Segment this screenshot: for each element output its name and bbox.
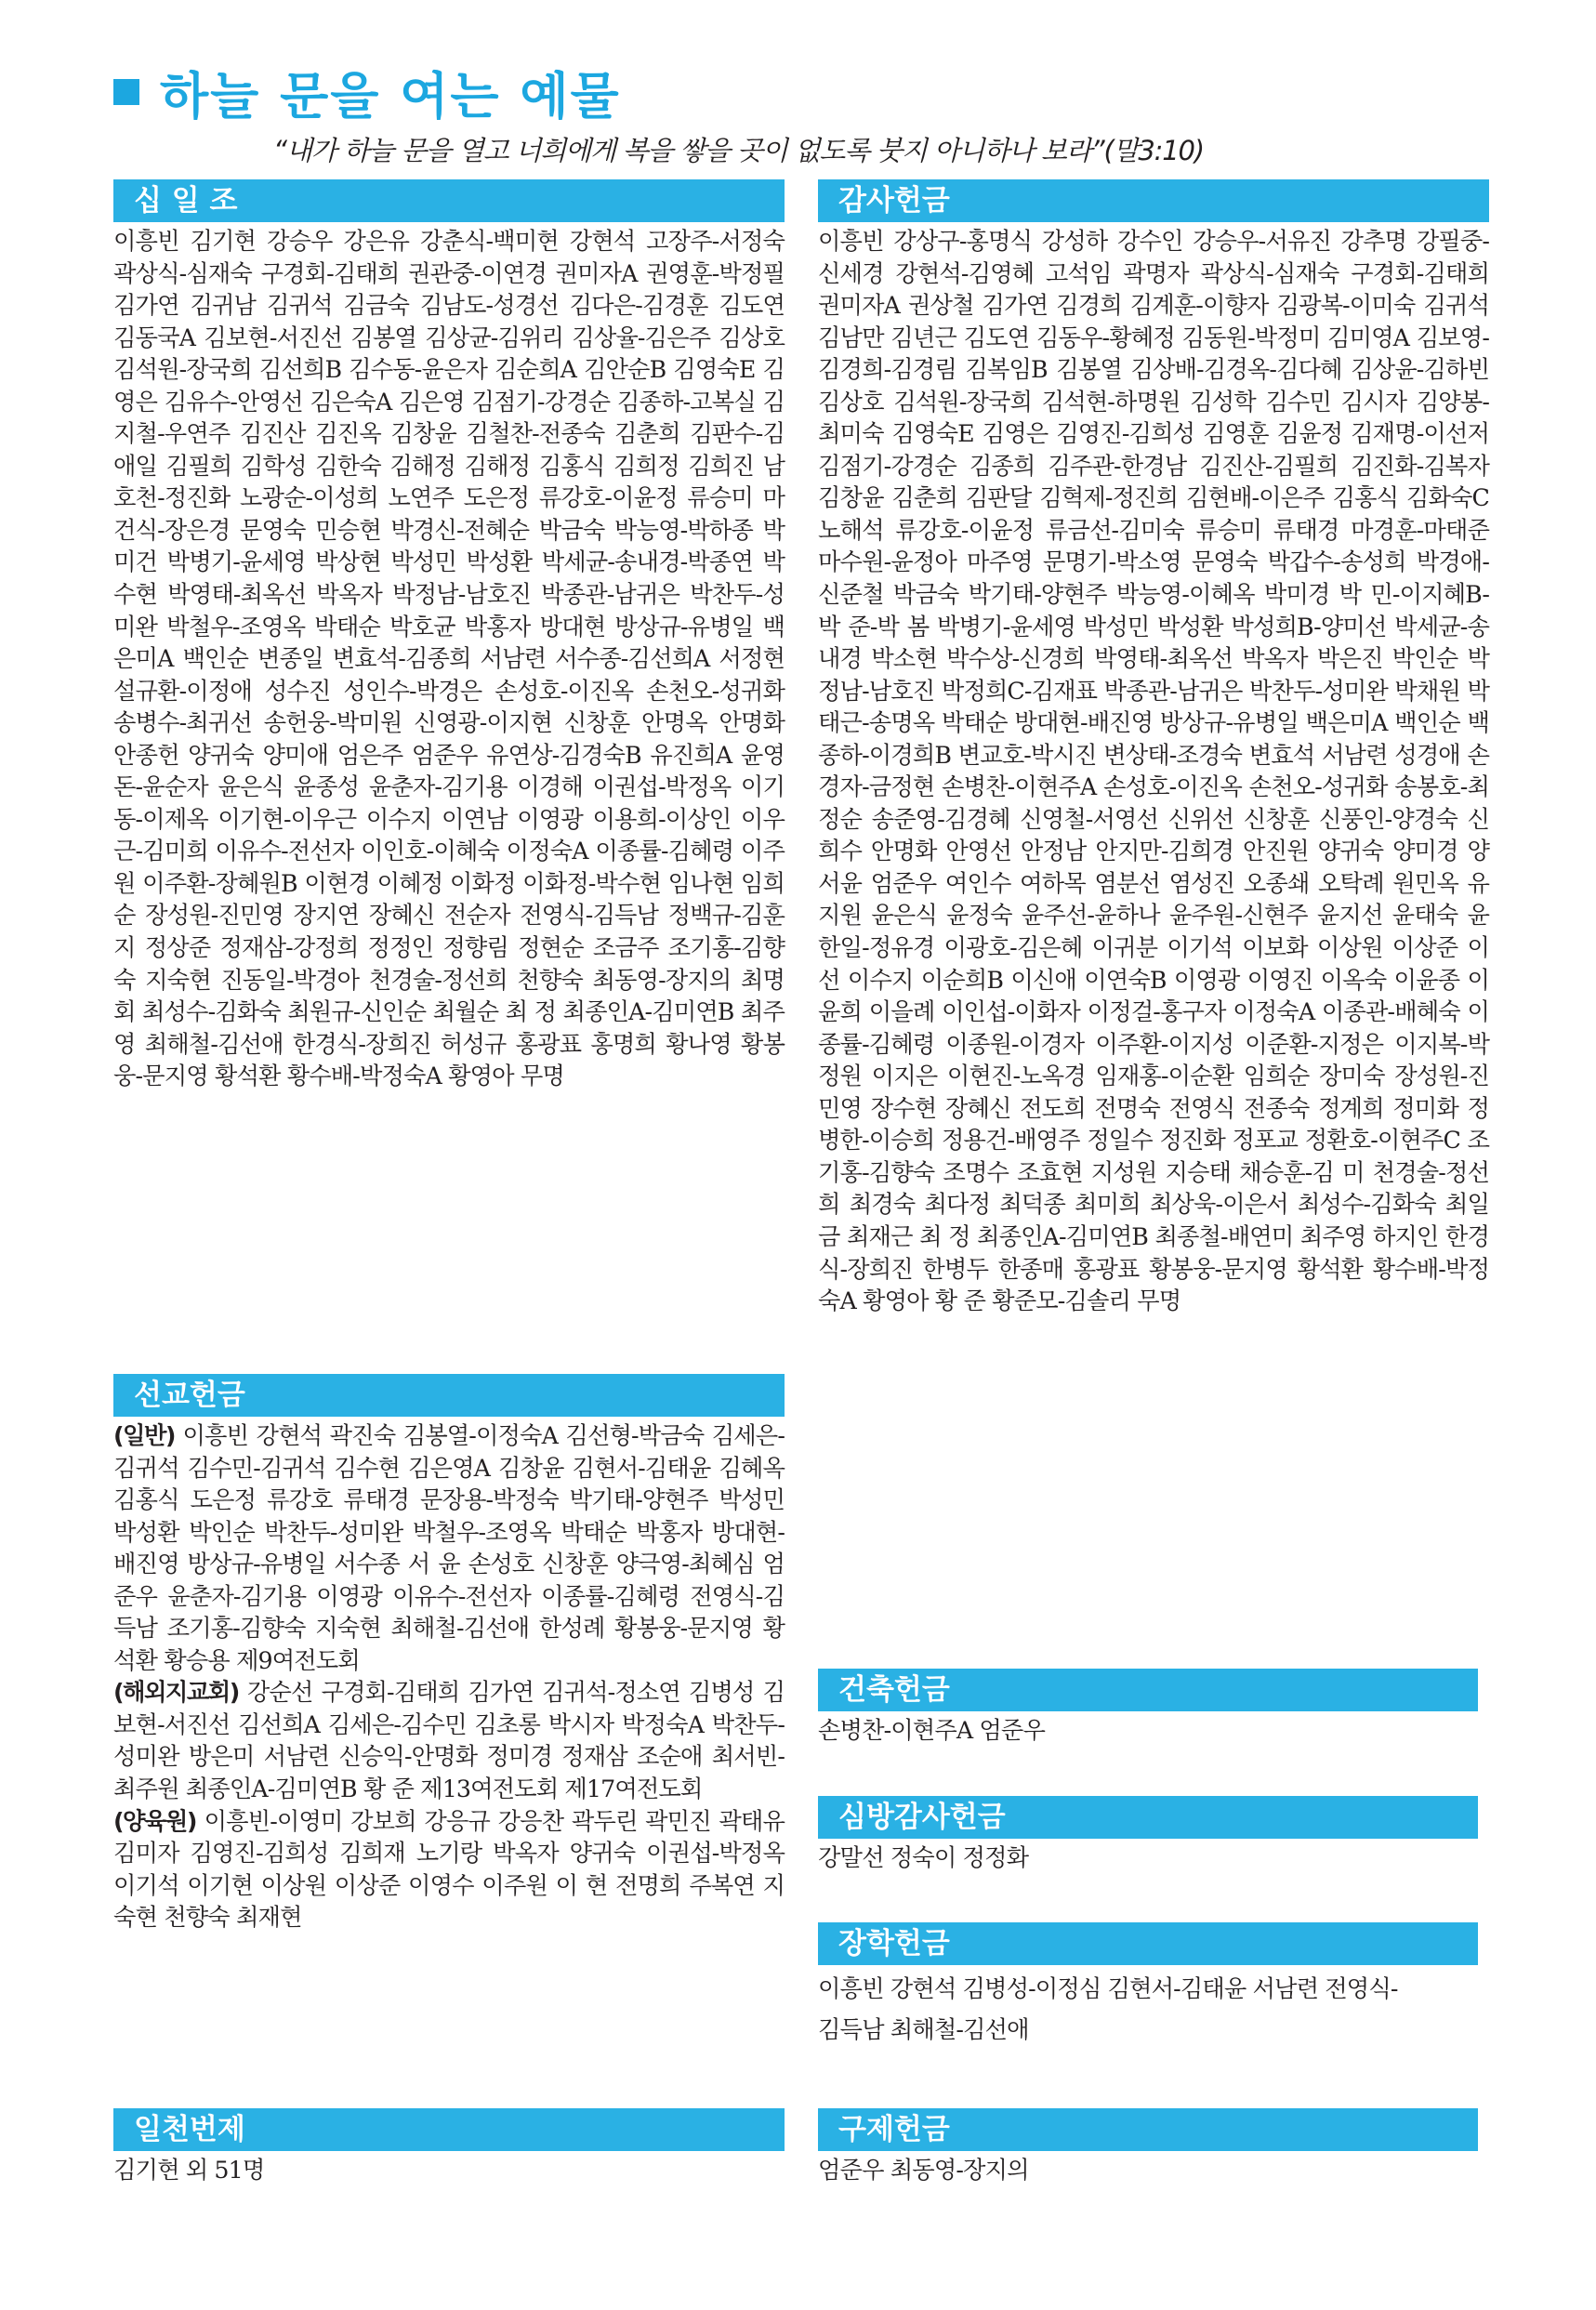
section-heading: 일천번제	[113, 2108, 785, 2151]
section-heading: 선교헌금	[113, 1374, 785, 1417]
overseas-mission	[113, 1677, 785, 1805]
scripture-verse: “내가 하늘 문을 열고 너희에게 복을 쌓을 곳이 없도록 붓지 아니하나 보라”(말3:10)	[273, 135, 1204, 166]
section-body: 엄준우 최동영-장지의	[818, 2157, 1029, 2184]
section-heading: 십 일 조	[113, 179, 785, 222]
subsection-text: 이흥빈 강현석 곽진숙 김봉열-이정숙A 김선형-박금숙 김세은-김귀석 김수민-김귀석 김수현 김은영A 김창윤 김현서-김태윤 김혜옥 김홍식 도은정 류강호 류태경 문장용-박정숙 박기태-양현주 박성민 박성환 박인순 박찬두-성미완 박철우-조영옥 박태순 박홍자 방대현-배진영 방상규-유병일 서수종 서 윤 손성호 신창훈 양극영-최혜심 엄준우 윤춘자-김기용 이영광 이유수-전선자 이종률-김혜령 전영식-김득남 조기홍-김향숙 지숙현 최해철-김선애 한성례 황봉웅-문지영 황석환 황승용 제9여전도회	[113, 1422, 785, 1674]
nursing-home-mission	[113, 1806, 785, 1934]
thousandth-offering-section	[113, 2108, 785, 2187]
mission-section	[113, 1374, 785, 1934]
section-body: 손병찬-이현주A 엄준우	[818, 1717, 1045, 1744]
thanks-section	[818, 179, 1489, 1318]
scholarship-section	[818, 1922, 1489, 2051]
relief-section	[818, 2108, 1489, 2187]
subsection-label: (일반)	[113, 1422, 175, 1449]
subsection-label: (양육원)	[113, 1807, 196, 1835]
subsection-text: 강순선 구경회-김태희 김가연 김귀석-정소연 김병성 김보현-서진선 김선희A 김세은-김수민 김초롱 박시자 박정숙A 박찬두-성미완 방은미 서남련 신승익-안명화 정미경 정재삼 조순애 최서빈-최주원 최종인A-김미연B 황 준 제13여전도회 제17여전도회	[113, 1679, 785, 1803]
section-heading: 구제헌금	[818, 2108, 1478, 2151]
section-body	[113, 1420, 785, 1934]
section-heading: 심방감사헌금	[818, 1796, 1478, 1839]
title-row	[113, 58, 1489, 126]
page-header	[113, 58, 1489, 168]
scholarship-line-2: 김득남 최해철-김선애	[818, 2016, 1029, 2043]
subsection-text: 이흥빈-이영미 강보희 강응규 강응찬 곽두린 곽민진 곽태유 김미자 김영진-김희성 김희재 노기랑 박옥자 양귀숙 이권섭-박정옥 이기석 이기현 이상원 이상준 이영수 이주원 이 현 전명희 주복연 지숙현 천향숙 최재현	[113, 1807, 785, 1932]
scholarship-line-1: 이흥빈 강현석 김병성-이정심 김현서-김태윤 서남련 전영식-	[818, 1975, 1398, 2002]
general-mission	[113, 1420, 785, 1677]
page-title: 하늘 문을 여는 예물	[160, 66, 621, 125]
square-bullet-icon	[113, 79, 139, 105]
section-body	[818, 1969, 1489, 2051]
building-section	[818, 1669, 1489, 1748]
tithe-section	[113, 179, 785, 1093]
section-heading: 건축헌금	[818, 1669, 1478, 1711]
section-body: 이흥빈 김기현 강승우 강은유 강춘식-백미현 강현석 고장주-서정숙 곽상식-심재숙 구경회-김태희 권관중-이연경 권미자A 권영훈-박정필 김가연 김귀남 김귀석 김금숙 김남도-성경선 김다은-김경훈 김도연 김동국A 김보현-서진선 김봉열 김상균-김위리 김상율-김은주 김상호 김석원-장국희 김선희B 김수동-윤은자 김순희A 김안순B 김영숙E 김영은 김유수-안영선 김은숙A 김은영 김점기-강경순 김종하-고복실 김지철-우연주 김진산 김진옥 김창윤 김철찬-전종숙 김춘희 김판수-김애일 김필희 김학성 김한숙 김해정 김해정 김홍식 김희정 김희진 남호천-정진화 노광순-이성희 노연주 도은정 류강호-이윤정 류승미 마건식-장은경 문영숙 민승현 박경신-전혜순 박금숙 박능영-박하종 박미건 박병기-윤세영 박상현 박성민 박성환 박세균-송내경-박종연 박수현 박영태-최옥선 박옥자 박정남-남호진 박종관-남귀은 박찬두-성미완 박철우-조영옥 박태순 박호균 박홍자 방대현 방상규-유병일 백은미A 백인순 변종일 변효석-김종희 서남련 서수종-김선희A 서정현 설규환-이정애 성수진 성인수-박경은 손성호-이진옥 손천오-성귀화 송병수-최귀선 송헌웅-박미원 신영광-이지현 신창훈 안명옥 안명화 안종헌 양귀숙 양미애 엄은주 엄준우 유연상-김경숙B 유진희A 윤영돈-윤순자 윤은식 윤종성 윤춘자-김기용 이경해 이권섭-박정옥 이기동-이제옥 이기현-이우근 이수지 이연남 이영광 이용희-이상인 이우근-김미희 이유수-전선자 이인호-이혜숙 이정숙A 이종률-김혜령 이주원 이주환-장혜원B 이현경 이혜정 이화정 이화정-박수현 임나현 임희순 장성원-진민영 장지연 장혜신 전순자 전영식-김득남 정백규-김훈지 정상준 정재삼-강정희 정정인 정향림 정현순 조금주 조기홍-김향숙 지숙현 진동일-박경아 천경술-정선희 천향숙 최동영-장지의 최명회 최성수-김화숙 최원규-신인순 최월순 최 정 최종인A-김미연B 최주영 최해철-김선애 한경식-장희진 허성규 홍광표 홍명희 황나영 황봉웅-문지영 황석환 황수배-박정숙A 황영아 무명	[113, 228, 785, 1090]
visit-thanks-section	[818, 1796, 1489, 1875]
section-body: 강말선 정숙이 정정화	[818, 1844, 1029, 1871]
subsection-label: (해외지교회)	[113, 1679, 239, 1707]
section-body: 김기현 외 51명	[113, 2157, 265, 2184]
section-heading: 감사헌금	[818, 179, 1489, 222]
section-body: 이흥빈 강상구-홍명식 강성하 강수인 강승우-서유진 강추명 강필중-신세경 강현석-김영혜 고석임 곽명자 곽상식-심재숙 구경회-김태희 권미자A 권상철 김가연 김경희 김계훈-이향자 김광복-이미숙 김귀석 김남만 김년근 김도연 김동우-황혜정 김동원-박정미 김미영A 김보영-김경희-김경림 김복임B 김봉열 김상배-김경옥-김다혜 김상윤-김하빈 김상호 김석원-장국희 김석현-하명원 김성학 김수민 김시자 김양봉-최미숙 김영숙E 김영은 김영진-김희성 김영훈 김윤정 김재명-이선저 김점기-강경순 김종희 김주관-한경남 김진산-김필희 김진화-김복자 김창윤 김춘희 김판달 김혁제-정진희 김현배-이은주 김홍식 김화숙C 노해석 류강호-이윤정 류금선-김미숙 류승미 류태경 마경훈-마태준 마수원-윤정아 마주영 문명기-박소영 문영숙 박갑수-송성희 박경애-신준철 박금숙 박기태-양현주 박능영-이혜옥 박미경 박 민-이지혜B-박 준-박 봄 박병기-윤세영 박성민 박성환 박성희B-양미선 박세균-송내경 박소현 박수상-신경희 박영태-최옥선 박옥자 박은진 박인순 박정남-남호진 박정희C-김재표 박종관-남귀은 박찬두-성미완 박채원 박태근-송명옥 박태순 방대현-배진영 방상규-유병일 백은미A 백인순 백종하-이경희B 변교호-박시진 변상태-조경숙 변효석 서남련 성경애 손경자-금정현 손병찬-이현주A 손성호-이진옥 손천오-성귀화 송봉호-최정순 송준영-김경혜 신영철-서영선 신위선 신창훈 신풍인-양경숙 신희수 안명화 안영선 안정남 안지만-김희경 안진원 양귀숙 양미경 양서윤 엄준우 여인수 여하목 염분선 염성진 오종쇄 오탁례 원민옥 유지원 윤은식 윤정숙 윤주선-윤하나 윤주원-신현주 윤지선 윤태숙 윤한일-정유경 이광호-김은혜 이귀분 이기석 이보화 이상원 이상준 이 선 이수지 이순희B 이신애 이연숙B 이영광 이영진 이옥숙 이윤종 이윤희 이을례 이인섭-이화자 이정걸-홍구자 이정숙A 이종관-배혜숙 이종률-김혜령 이종원-이경자 이주환-이지성 이준환-지정은 이지복-박정원 이지은 이현진-노옥경 임재홍-이순환 임희순 장미숙 장성원-진민영 장수현 장혜신 전도희 전명숙 전영식 전종숙 정계희 정미화 정병한-이승희 정용건-배영주 정일수 정진화 정포교 정환호-이현주C 조기홍-김향숙 조명수 조효현 지성원 지승태 채승훈-김 미 천경술-정선희 최경숙 최다정 최덕종 최미희 최상욱-이은서 최성수-김화숙 최일금 최재근 최 정 최종인A-김미연B 최종철-배연미 최주영 하지인 한경식-장희진 한병두 한종매 홍광표 황봉웅-문지영 황석환 황수배-박정숙A 황영아 황 준 황준모-김솔리 무명	[818, 228, 1489, 1315]
section-heading: 장학헌금	[818, 1922, 1478, 1965]
